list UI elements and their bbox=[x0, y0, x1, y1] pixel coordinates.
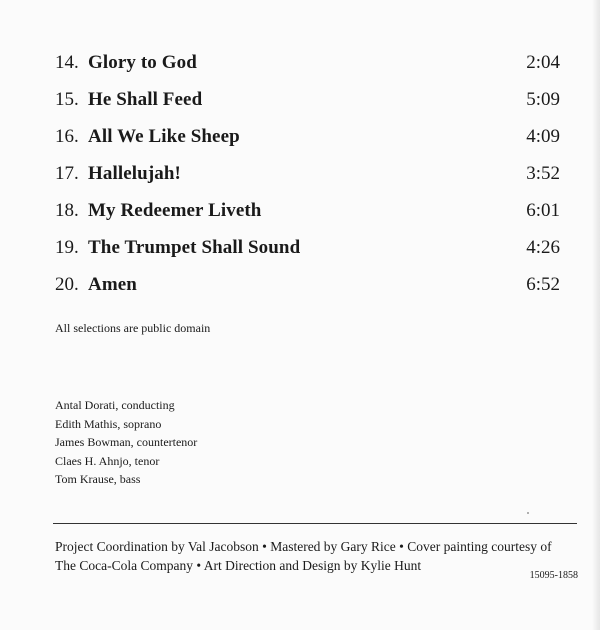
track-number: 14. bbox=[55, 52, 79, 73]
performer-credit: Tom Krause, bass bbox=[55, 472, 141, 486]
track-title: Glory to God bbox=[88, 52, 197, 73]
track-title: Hallelujah! bbox=[88, 163, 181, 184]
public-domain-note: All selections are public domain bbox=[55, 321, 211, 335]
track-number: 16. bbox=[55, 126, 79, 147]
track-number: 15. bbox=[55, 89, 79, 110]
track-title: The Trumpet Shall Sound bbox=[88, 237, 301, 258]
track-row bbox=[55, 198, 560, 235]
track-duration: 3:52 bbox=[526, 163, 560, 184]
track-row bbox=[55, 87, 560, 124]
track-duration: 5:09 bbox=[526, 89, 560, 110]
performer-credit: James Bowman, countertenor bbox=[55, 435, 198, 449]
track-duration: 6:52 bbox=[526, 274, 560, 295]
track-row bbox=[55, 161, 560, 198]
track-title: All We Like Sheep bbox=[88, 126, 240, 147]
track-number: 19. bbox=[55, 237, 79, 258]
track-duration: 4:26 bbox=[526, 237, 560, 258]
catalog-number: 15095-1858 bbox=[529, 570, 578, 581]
track-title: Amen bbox=[88, 274, 137, 295]
track-number: 18. bbox=[55, 200, 79, 221]
performer-credit: Claes H. Ahnjo, tenor bbox=[55, 453, 160, 468]
track-duration: 4:09 bbox=[526, 126, 560, 147]
track-title: My Redeemer Liveth bbox=[88, 200, 262, 221]
divider-rule bbox=[53, 523, 577, 524]
performer-credits bbox=[55, 396, 197, 489]
production-credit-line: The Coca-Cola Company • Art Direction and Design by Kylie Hunt bbox=[55, 558, 422, 573]
print-speck bbox=[527, 512, 529, 514]
track-number: 17. bbox=[55, 163, 79, 184]
performer-credit: Edith Mathis, soprano bbox=[55, 416, 162, 431]
track-row bbox=[55, 235, 560, 272]
production-credits bbox=[55, 537, 585, 575]
track-row bbox=[55, 50, 560, 87]
page-edge-shadow bbox=[592, 0, 600, 630]
production-credit-line: Project Coordination by Val Jacobson • Mastered by Gary Rice • Cover painting courtesy of bbox=[55, 539, 552, 554]
performer-credit: Antal Dorati, conducting bbox=[55, 398, 175, 412]
track-row bbox=[55, 124, 560, 161]
track-duration: 6:01 bbox=[526, 200, 560, 221]
track-title: He Shall Feed bbox=[88, 89, 203, 110]
track-number: 20. bbox=[55, 274, 79, 295]
track-duration: 2:04 bbox=[526, 52, 560, 73]
track-list bbox=[55, 50, 560, 309]
track-row bbox=[55, 272, 560, 309]
